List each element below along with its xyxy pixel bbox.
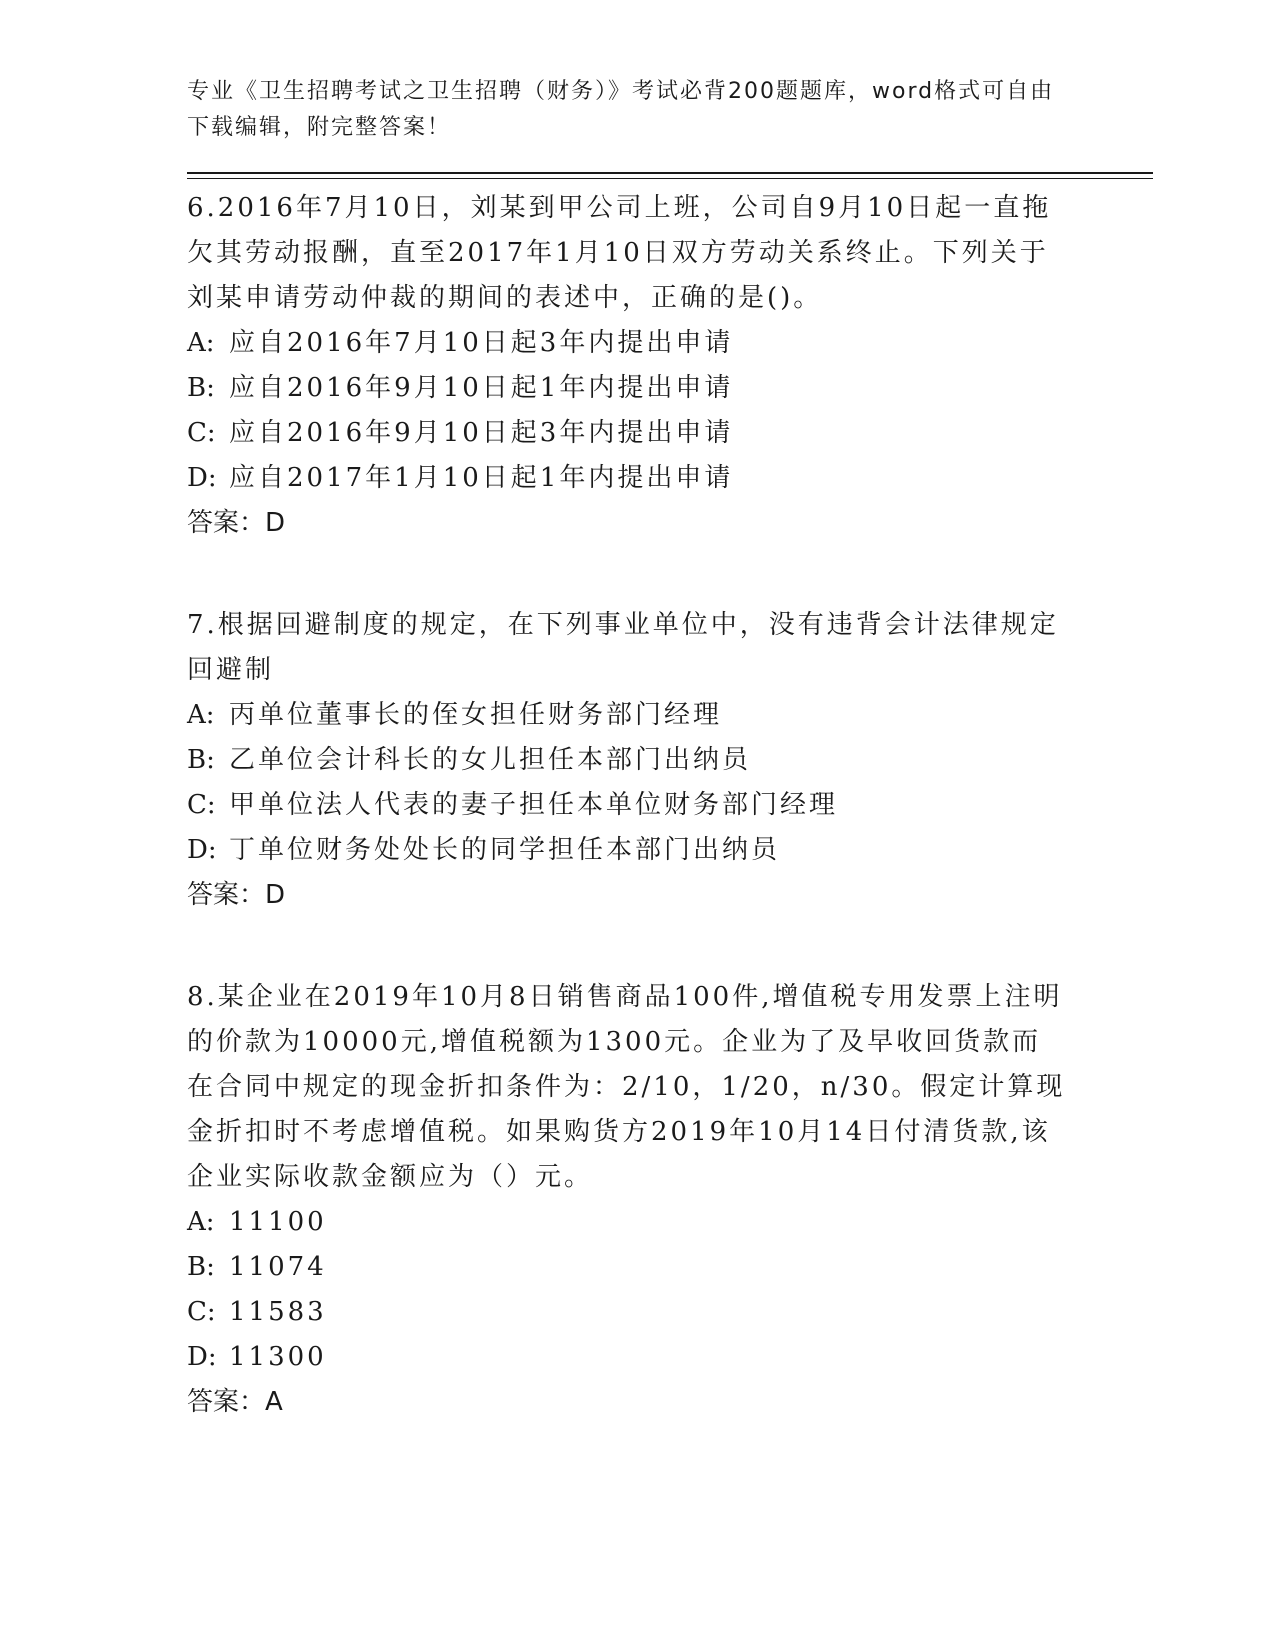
answer-line: 答案：D bbox=[187, 508, 286, 538]
question-6 bbox=[187, 186, 1067, 546]
option-text: 应自2016年9月10日起1年内提出申请 bbox=[229, 373, 734, 403]
option-key: C: bbox=[187, 1297, 216, 1327]
option-text: 丁单位财务处处长的同学担任本部门出纳员 bbox=[229, 835, 781, 865]
answer-line: 答案：D bbox=[187, 880, 286, 910]
option-a bbox=[187, 1200, 1067, 1245]
question-8 bbox=[187, 975, 1067, 1425]
question-stem: 7.根据回避制度的规定，在下列事业单位中，没有违背会计法律规定回避制 bbox=[187, 610, 1059, 685]
option-a bbox=[187, 693, 1067, 738]
option-text: 11300 bbox=[229, 1342, 327, 1372]
option-key: A: bbox=[187, 328, 215, 358]
document-header: 专业《卫生招聘考试之卫生招聘（财务）》考试必背200题题库，word格式可自由下载编辑，附完整答案！ bbox=[187, 79, 1055, 140]
option-text: 应自2016年9月10日起3年内提出申请 bbox=[229, 418, 734, 448]
option-text: 11100 bbox=[229, 1207, 327, 1237]
option-text: 乙单位会计科长的女儿担任本部门出纳员 bbox=[229, 745, 752, 775]
question-stem: 6.2016年7月10日，刘某到甲公司上班，公司自9月10日起一直拖欠其劳动报酬，直至2017年1月10日双方劳动关系终止。下列关于刘某申请劳动仲裁的期间的表述中，正确的是()。 bbox=[187, 193, 1052, 313]
option-key: A: bbox=[187, 1207, 215, 1237]
header-divider-thick bbox=[187, 172, 1153, 174]
option-text: 11583 bbox=[229, 1297, 327, 1327]
option-key: D: bbox=[187, 1342, 217, 1372]
option-key: C: bbox=[187, 790, 216, 820]
option-b bbox=[187, 1245, 1067, 1290]
option-b bbox=[187, 366, 1067, 411]
option-key: B: bbox=[187, 1252, 215, 1282]
option-a bbox=[187, 321, 1067, 366]
option-text: 应自2016年7月10日起3年内提出申请 bbox=[229, 328, 734, 358]
option-c bbox=[187, 411, 1067, 456]
option-c bbox=[187, 1290, 1067, 1335]
option-key: C: bbox=[187, 418, 216, 448]
option-c bbox=[187, 783, 1067, 828]
question-list bbox=[187, 186, 1067, 1482]
option-key: B: bbox=[187, 745, 215, 775]
option-text: 11074 bbox=[229, 1252, 327, 1282]
question-7 bbox=[187, 603, 1067, 918]
option-b bbox=[187, 738, 1067, 783]
option-text: 丙单位董事长的侄女担任财务部门经理 bbox=[229, 700, 723, 730]
option-key: A: bbox=[187, 700, 215, 730]
option-text: 甲单位法人代表的妻子担任本单位财务部门经理 bbox=[229, 790, 839, 820]
option-d bbox=[187, 456, 1067, 501]
question-stem: 8.某企业在2019年10月8日销售商品100件,增值税专用发票上注明的价款为10000元,增值税额为1300元。企业为了及早收回货款而在合同中规定的现金折扣条件为：2/10，1/20，n/30。假定计算现金折扣时不考虑增值税。如果购货方2019年10月14日付清货款,该企业实际收款金额应为（）元。 bbox=[187, 982, 1066, 1192]
answer-line: 答案：A bbox=[187, 1387, 283, 1417]
header-divider-thin bbox=[187, 178, 1153, 179]
option-text: 应自2017年1月10日起1年内提出申请 bbox=[229, 463, 734, 493]
option-d bbox=[187, 828, 1067, 873]
option-key: B: bbox=[187, 373, 215, 403]
option-key: D: bbox=[187, 835, 217, 865]
option-d bbox=[187, 1335, 1067, 1380]
option-key: D: bbox=[187, 463, 217, 493]
